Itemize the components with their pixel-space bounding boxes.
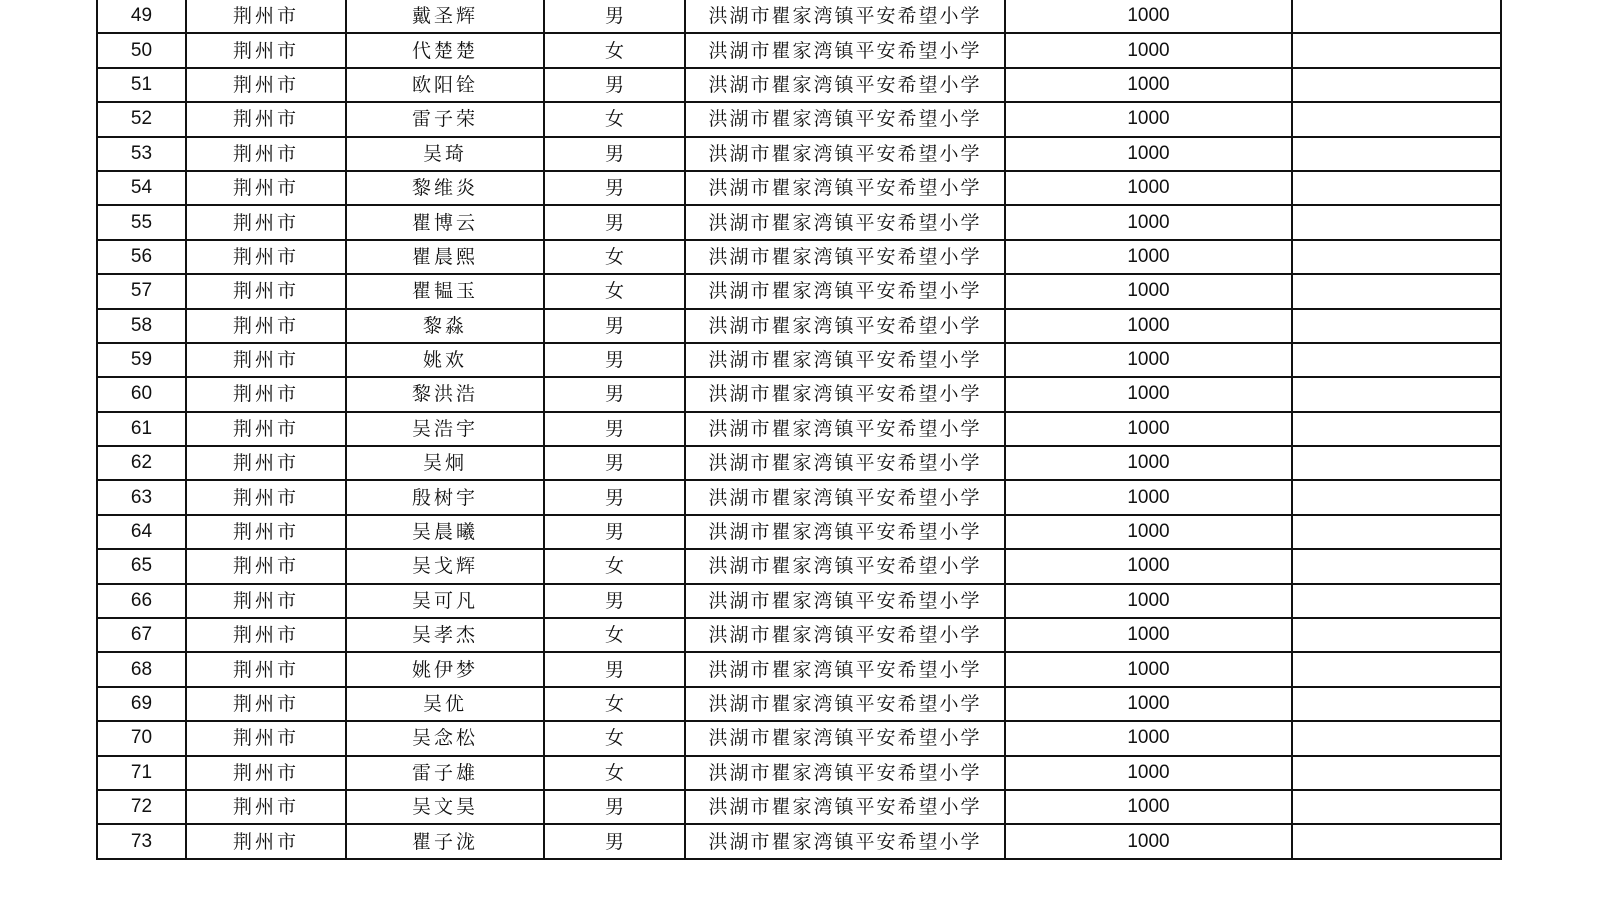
amount-cell: 1000 xyxy=(1005,102,1292,136)
note-cell xyxy=(1292,240,1501,274)
school-cell: 洪湖市瞿家湾镇平安希望小学 xyxy=(685,171,1005,205)
city-cell: 荆州市 xyxy=(186,515,346,549)
city-cell: 荆州市 xyxy=(186,68,346,102)
amount-cell: 1000 xyxy=(1005,480,1292,514)
note-cell xyxy=(1292,790,1501,824)
table-row xyxy=(97,102,1501,136)
school-cell: 洪湖市瞿家湾镇平安希望小学 xyxy=(685,790,1005,824)
roster-body xyxy=(97,0,1501,859)
row-number-cell: 70 xyxy=(97,721,186,755)
row-number-cell: 50 xyxy=(97,33,186,67)
table-row xyxy=(97,412,1501,446)
amount-cell: 1000 xyxy=(1005,309,1292,343)
table-row xyxy=(97,274,1501,308)
table-row xyxy=(97,377,1501,411)
school-cell: 洪湖市瞿家湾镇平安希望小学 xyxy=(685,343,1005,377)
city-cell: 荆州市 xyxy=(186,0,346,33)
city-cell: 荆州市 xyxy=(186,584,346,618)
note-cell xyxy=(1292,137,1501,171)
student-name-cell: 姚欢 xyxy=(346,343,544,377)
school-cell: 洪湖市瞿家湾镇平安希望小学 xyxy=(685,549,1005,583)
city-cell: 荆州市 xyxy=(186,240,346,274)
note-cell xyxy=(1292,549,1501,583)
city-cell: 荆州市 xyxy=(186,824,346,858)
city-cell: 荆州市 xyxy=(186,618,346,652)
table-row xyxy=(97,687,1501,721)
city-cell: 荆州市 xyxy=(186,205,346,239)
table-row xyxy=(97,790,1501,824)
gender-cell: 男 xyxy=(544,343,685,377)
student-name-cell: 瞿晨熙 xyxy=(346,240,544,274)
row-number-cell: 66 xyxy=(97,584,186,618)
amount-cell: 1000 xyxy=(1005,721,1292,755)
gender-cell: 女 xyxy=(544,240,685,274)
school-cell: 洪湖市瞿家湾镇平安希望小学 xyxy=(685,756,1005,790)
roster-sheet xyxy=(96,0,1500,860)
note-cell xyxy=(1292,0,1501,33)
row-number-cell: 62 xyxy=(97,446,186,480)
note-cell xyxy=(1292,412,1501,446)
city-cell: 荆州市 xyxy=(186,412,346,446)
school-cell: 洪湖市瞿家湾镇平安希望小学 xyxy=(685,687,1005,721)
student-roster-table xyxy=(96,0,1502,860)
gender-cell: 男 xyxy=(544,412,685,446)
city-cell: 荆州市 xyxy=(186,102,346,136)
row-number-cell: 53 xyxy=(97,137,186,171)
amount-cell: 1000 xyxy=(1005,377,1292,411)
row-number-cell: 68 xyxy=(97,652,186,686)
row-number-cell: 60 xyxy=(97,377,186,411)
gender-cell: 男 xyxy=(544,0,685,33)
amount-cell: 1000 xyxy=(1005,618,1292,652)
city-cell: 荆州市 xyxy=(186,343,346,377)
note-cell xyxy=(1292,721,1501,755)
amount-cell: 1000 xyxy=(1005,652,1292,686)
gender-cell: 男 xyxy=(544,790,685,824)
school-cell: 洪湖市瞿家湾镇平安希望小学 xyxy=(685,309,1005,343)
row-number-cell: 67 xyxy=(97,618,186,652)
table-row xyxy=(97,240,1501,274)
gender-cell: 男 xyxy=(544,377,685,411)
amount-cell: 1000 xyxy=(1005,343,1292,377)
student-name-cell: 吴孝杰 xyxy=(346,618,544,652)
row-number-cell: 56 xyxy=(97,240,186,274)
amount-cell: 1000 xyxy=(1005,137,1292,171)
note-cell xyxy=(1292,756,1501,790)
gender-cell: 男 xyxy=(544,137,685,171)
note-cell xyxy=(1292,377,1501,411)
row-number-cell: 57 xyxy=(97,274,186,308)
note-cell xyxy=(1292,618,1501,652)
city-cell: 荆州市 xyxy=(186,377,346,411)
amount-cell: 1000 xyxy=(1005,412,1292,446)
row-number-cell: 49 xyxy=(97,0,186,33)
gender-cell: 女 xyxy=(544,549,685,583)
row-number-cell: 54 xyxy=(97,171,186,205)
school-cell: 洪湖市瞿家湾镇平安希望小学 xyxy=(685,137,1005,171)
gender-cell: 男 xyxy=(544,205,685,239)
student-name-cell: 殷树宇 xyxy=(346,480,544,514)
table-row xyxy=(97,0,1501,33)
school-cell: 洪湖市瞿家湾镇平安希望小学 xyxy=(685,824,1005,858)
city-cell: 荆州市 xyxy=(186,33,346,67)
note-cell xyxy=(1292,515,1501,549)
city-cell: 荆州市 xyxy=(186,137,346,171)
student-name-cell: 吴晨曦 xyxy=(346,515,544,549)
note-cell xyxy=(1292,824,1501,858)
student-name-cell: 吴可凡 xyxy=(346,584,544,618)
student-name-cell: 戴圣辉 xyxy=(346,0,544,33)
row-number-cell: 71 xyxy=(97,756,186,790)
gender-cell: 女 xyxy=(544,274,685,308)
row-number-cell: 59 xyxy=(97,343,186,377)
note-cell xyxy=(1292,584,1501,618)
amount-cell: 1000 xyxy=(1005,549,1292,583)
row-number-cell: 61 xyxy=(97,412,186,446)
city-cell: 荆州市 xyxy=(186,549,346,583)
gender-cell: 男 xyxy=(544,480,685,514)
note-cell xyxy=(1292,652,1501,686)
amount-cell: 1000 xyxy=(1005,687,1292,721)
gender-cell: 女 xyxy=(544,687,685,721)
table-row xyxy=(97,137,1501,171)
amount-cell: 1000 xyxy=(1005,584,1292,618)
student-name-cell: 吴念松 xyxy=(346,721,544,755)
table-row xyxy=(97,584,1501,618)
school-cell: 洪湖市瞿家湾镇平安希望小学 xyxy=(685,102,1005,136)
table-row xyxy=(97,549,1501,583)
gender-cell: 男 xyxy=(544,309,685,343)
table-row xyxy=(97,721,1501,755)
table-row xyxy=(97,756,1501,790)
row-number-cell: 69 xyxy=(97,687,186,721)
note-cell xyxy=(1292,446,1501,480)
school-cell: 洪湖市瞿家湾镇平安希望小学 xyxy=(685,584,1005,618)
table-row xyxy=(97,652,1501,686)
city-cell: 荆州市 xyxy=(186,756,346,790)
table-row xyxy=(97,618,1501,652)
table-row xyxy=(97,309,1501,343)
row-number-cell: 52 xyxy=(97,102,186,136)
student-name-cell: 代楚楚 xyxy=(346,33,544,67)
city-cell: 荆州市 xyxy=(186,309,346,343)
gender-cell: 女 xyxy=(544,33,685,67)
student-name-cell: 瞿子泷 xyxy=(346,824,544,858)
student-name-cell: 瞿韫玉 xyxy=(346,274,544,308)
amount-cell: 1000 xyxy=(1005,0,1292,33)
amount-cell: 1000 xyxy=(1005,33,1292,67)
school-cell: 洪湖市瞿家湾镇平安希望小学 xyxy=(685,446,1005,480)
row-number-cell: 63 xyxy=(97,480,186,514)
school-cell: 洪湖市瞿家湾镇平安希望小学 xyxy=(685,274,1005,308)
student-name-cell: 吴琦 xyxy=(346,137,544,171)
student-name-cell: 姚伊梦 xyxy=(346,652,544,686)
city-cell: 荆州市 xyxy=(186,171,346,205)
row-number-cell: 73 xyxy=(97,824,186,858)
school-cell: 洪湖市瞿家湾镇平安希望小学 xyxy=(685,205,1005,239)
student-name-cell: 黎洪浩 xyxy=(346,377,544,411)
gender-cell: 男 xyxy=(544,515,685,549)
school-cell: 洪湖市瞿家湾镇平安希望小学 xyxy=(685,0,1005,33)
gender-cell: 女 xyxy=(544,756,685,790)
school-cell: 洪湖市瞿家湾镇平安希望小学 xyxy=(685,652,1005,686)
gender-cell: 男 xyxy=(544,171,685,205)
note-cell xyxy=(1292,480,1501,514)
row-number-cell: 58 xyxy=(97,309,186,343)
note-cell xyxy=(1292,274,1501,308)
note-cell xyxy=(1292,309,1501,343)
row-number-cell: 55 xyxy=(97,205,186,239)
note-cell xyxy=(1292,102,1501,136)
school-cell: 洪湖市瞿家湾镇平安希望小学 xyxy=(685,240,1005,274)
table-row xyxy=(97,480,1501,514)
amount-cell: 1000 xyxy=(1005,790,1292,824)
city-cell: 荆州市 xyxy=(186,687,346,721)
table-row xyxy=(97,343,1501,377)
student-name-cell: 吴浩宇 xyxy=(346,412,544,446)
school-cell: 洪湖市瞿家湾镇平安希望小学 xyxy=(685,377,1005,411)
student-name-cell: 吴文昊 xyxy=(346,790,544,824)
gender-cell: 女 xyxy=(544,618,685,652)
note-cell xyxy=(1292,343,1501,377)
gender-cell: 女 xyxy=(544,721,685,755)
student-name-cell: 黎淼 xyxy=(346,309,544,343)
table-row xyxy=(97,515,1501,549)
amount-cell: 1000 xyxy=(1005,274,1292,308)
city-cell: 荆州市 xyxy=(186,652,346,686)
amount-cell: 1000 xyxy=(1005,68,1292,102)
table-row xyxy=(97,171,1501,205)
amount-cell: 1000 xyxy=(1005,171,1292,205)
student-name-cell: 吴戈辉 xyxy=(346,549,544,583)
note-cell xyxy=(1292,33,1501,67)
school-cell: 洪湖市瞿家湾镇平安希望小学 xyxy=(685,480,1005,514)
table-row xyxy=(97,824,1501,858)
city-cell: 荆州市 xyxy=(186,446,346,480)
school-cell: 洪湖市瞿家湾镇平安希望小学 xyxy=(685,721,1005,755)
city-cell: 荆州市 xyxy=(186,790,346,824)
gender-cell: 男 xyxy=(544,68,685,102)
school-cell: 洪湖市瞿家湾镇平安希望小学 xyxy=(685,68,1005,102)
row-number-cell: 64 xyxy=(97,515,186,549)
note-cell xyxy=(1292,205,1501,239)
amount-cell: 1000 xyxy=(1005,515,1292,549)
amount-cell: 1000 xyxy=(1005,756,1292,790)
row-number-cell: 65 xyxy=(97,549,186,583)
school-cell: 洪湖市瞿家湾镇平安希望小学 xyxy=(685,33,1005,67)
amount-cell: 1000 xyxy=(1005,205,1292,239)
amount-cell: 1000 xyxy=(1005,446,1292,480)
table-row xyxy=(97,33,1501,67)
student-name-cell: 吴优 xyxy=(346,687,544,721)
student-name-cell: 瞿博云 xyxy=(346,205,544,239)
amount-cell: 1000 xyxy=(1005,240,1292,274)
student-name-cell: 雷子雄 xyxy=(346,756,544,790)
amount-cell: 1000 xyxy=(1005,824,1292,858)
city-cell: 荆州市 xyxy=(186,721,346,755)
student-name-cell: 欧阳铨 xyxy=(346,68,544,102)
gender-cell: 男 xyxy=(544,446,685,480)
table-row xyxy=(97,446,1501,480)
row-number-cell: 72 xyxy=(97,790,186,824)
note-cell xyxy=(1292,171,1501,205)
gender-cell: 女 xyxy=(544,102,685,136)
table-row xyxy=(97,205,1501,239)
school-cell: 洪湖市瞿家湾镇平安希望小学 xyxy=(685,515,1005,549)
student-name-cell: 吴炯 xyxy=(346,446,544,480)
school-cell: 洪湖市瞿家湾镇平安希望小学 xyxy=(685,412,1005,446)
row-number-cell: 51 xyxy=(97,68,186,102)
table-row xyxy=(97,68,1501,102)
gender-cell: 男 xyxy=(544,652,685,686)
gender-cell: 男 xyxy=(544,824,685,858)
school-cell: 洪湖市瞿家湾镇平安希望小学 xyxy=(685,618,1005,652)
city-cell: 荆州市 xyxy=(186,480,346,514)
city-cell: 荆州市 xyxy=(186,274,346,308)
note-cell xyxy=(1292,687,1501,721)
note-cell xyxy=(1292,68,1501,102)
student-name-cell: 黎维炎 xyxy=(346,171,544,205)
student-name-cell: 雷子荣 xyxy=(346,102,544,136)
gender-cell: 男 xyxy=(544,584,685,618)
